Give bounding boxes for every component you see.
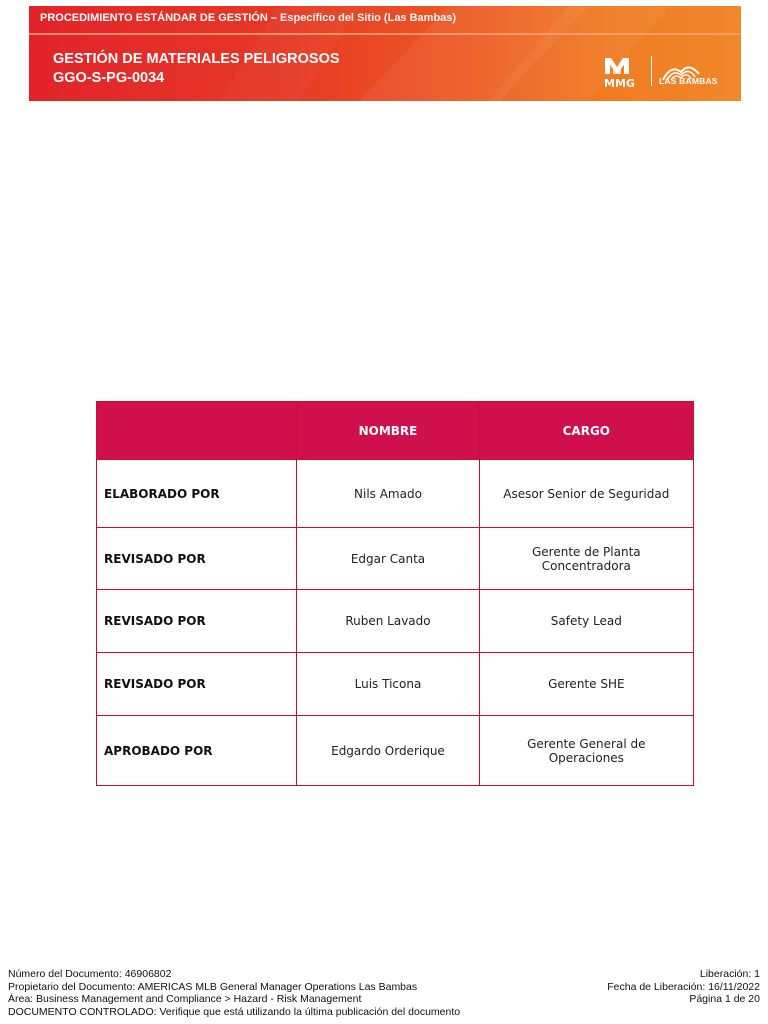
document-area: Área: Business Management and Compliance > Hazard - Risk Management [8,993,362,1005]
document-number: Número del Documento: 46906802 [8,968,172,980]
document-header-banner [29,6,741,101]
name-cell: Edgardo Orderique [297,716,479,786]
cargo-cell: Asesor Senior de Seguridad [479,460,693,528]
footer-release-info [607,968,760,1006]
table-row [97,590,694,653]
banner-divider [29,33,741,35]
header-cell-role [97,402,297,460]
role-cell: ELABORADO POR [97,460,297,528]
name-cell: Ruben Lavado [297,590,479,653]
las-bambas-logo [659,52,721,92]
document-title: GESTIÓN DE MATERIALES PELIGROSOS [53,51,340,67]
approval-table [96,401,694,786]
role-cell: REVISADO POR [97,653,297,716]
table-row [97,528,694,590]
document-code: GGO-S-PG-0034 [53,70,165,86]
header-cell-cargo: CARGO [479,402,693,460]
table-header-row [97,402,694,460]
procedure-type-line [40,12,456,24]
mmg-logo [603,52,643,92]
table-row [97,653,694,716]
role-cell: REVISADO POR [97,590,297,653]
logo-separator [651,56,652,86]
controlled-document-notice: DOCUMENTO CONTROLADO: Verifique que está utilizando la última publicación del documento [8,1005,461,1018]
cargo-cell: Gerente SHE [479,653,693,716]
page-number: Página 1 de 20 [689,993,760,1005]
table-row [97,716,694,786]
document-owner: Propietario del Documento: AMERICAS MLB General Manager Operations Las Bambas [8,980,418,993]
document-title-block [53,50,340,88]
name-cell: Edgar Canta [297,528,479,590]
cargo-cell: Gerente General de Operaciones [479,716,693,786]
role-cell: REVISADO POR [97,528,297,590]
svg-text:MMG: MMG [604,77,635,90]
release-number: Liberación: 1 [699,968,760,980]
cargo-cell: Safety Lead [479,590,693,653]
site-scope: Específico del Sitio (Las Bambas) [280,12,457,24]
name-cell: Nils Amado [297,460,479,528]
cargo-cell: Gerente de Planta Concentradora [479,528,693,590]
header-cell-nombre: NOMBRE [297,402,479,460]
role-cell: APROBADO POR [97,716,297,786]
release-date: Fecha de Liberación: 16/11/2022 [607,980,760,993]
table-row [97,460,694,528]
procedure-type: PROCEDIMIENTO ESTÁNDAR DE GESTIÓN [40,12,268,24]
header-separator: – [270,12,277,24]
name-cell: Luis Ticona [297,653,479,716]
las-bambas-logo-text: LAS BAMBAS [659,76,718,86]
footer-document-info [8,968,460,1018]
company-logos [603,52,721,92]
